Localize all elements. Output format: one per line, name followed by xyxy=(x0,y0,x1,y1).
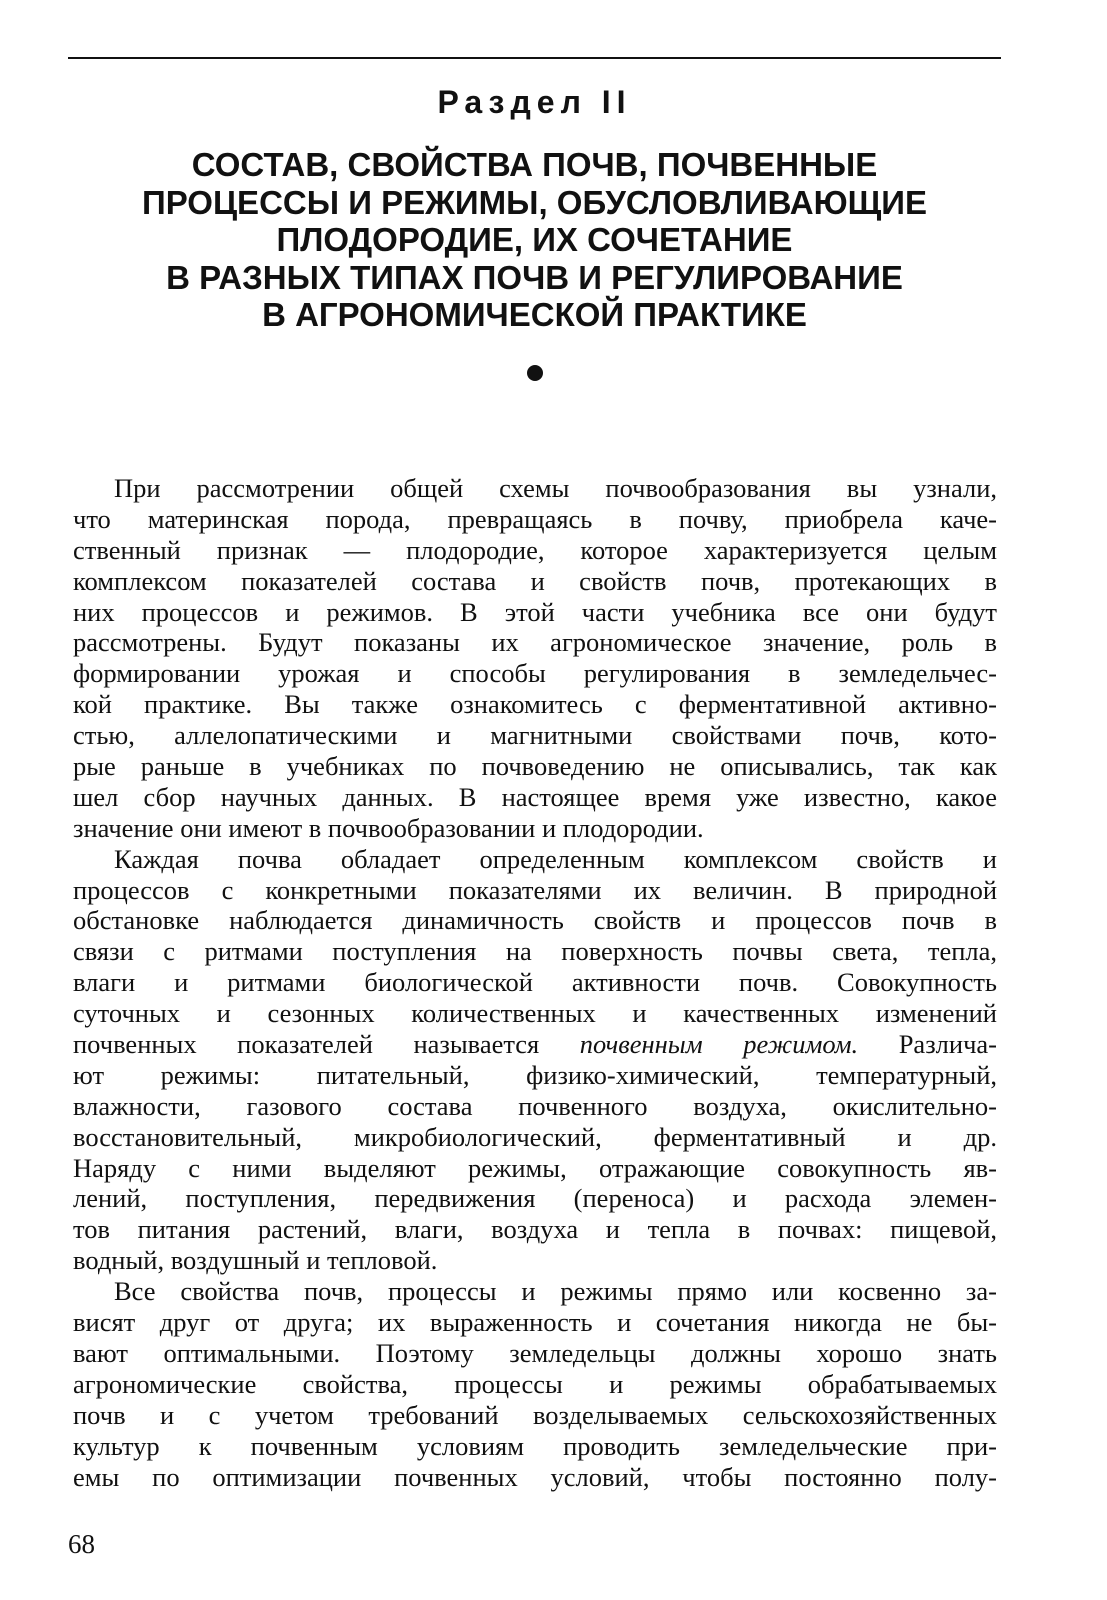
italic-term: почвенным режимом. xyxy=(579,1029,859,1060)
top-rule xyxy=(68,57,1001,59)
text-line: шел сбор научных данных. В настоящее время уже известно, какое xyxy=(73,781,997,812)
text-line: восстановительный, микробиологический, ферментативный и др. xyxy=(73,1121,997,1152)
text-line: процессов с конкретными показателями их величин. В природной xyxy=(73,874,997,905)
text-line: Наряду с ними выделяют режимы, отражающие совокупность яв- xyxy=(73,1152,997,1183)
text-line: агрономические свойства, процессы и режимы обрабатываемых xyxy=(73,1368,997,1399)
text-segment: почвенных показателей называется xyxy=(73,1029,580,1060)
paragraph-2 xyxy=(73,844,997,1276)
text-line: суточных и сезонных количественных и качественных изменений xyxy=(73,998,997,1029)
text-segment: Различа- xyxy=(858,1029,997,1060)
text-line: них процессов и режимов. В этой части учебника все они будут xyxy=(73,596,997,627)
text-line: ственный признак — плодородие, которое характеризуется целым xyxy=(73,534,997,565)
title-line: В РАЗНЫХ ТИПАХ ПОЧВ И РЕГУЛИРОВАНИЕ xyxy=(166,258,903,296)
title-line: ПРОЦЕССЫ И РЕЖИМЫ, ОБУСЛОВЛИВАЮЩИЕ xyxy=(141,183,928,221)
text-line: культур к почвенным условиям проводить земледельческие при- xyxy=(73,1430,997,1461)
section-heading: Раздел II xyxy=(437,84,632,120)
body-text xyxy=(73,473,997,1492)
text-line: обстановке наблюдается динамичность свойств и процессов почв в xyxy=(73,905,997,936)
paragraph-1 xyxy=(73,473,997,844)
text-line: емы по оптимизации почвенных условий, чтобы постоянно полу- xyxy=(73,1461,997,1492)
bullet-dot-ornament xyxy=(527,365,543,381)
text-line: рые раньше в учебниках по почвоведению не описывались, так как xyxy=(73,751,997,782)
text-line: формировании урожая и способы регулирования в земледельчес- xyxy=(73,658,997,689)
title-line: СОСТАВ, СВОЙСТВА ПОЧВ, ПОЧВЕННЫЕ xyxy=(191,146,878,183)
text-line: что материнская порода, превращаясь в почву, приобрела каче- xyxy=(73,503,997,534)
chapter-title xyxy=(68,146,1001,334)
text-line: значение они имеют в почвообразовании и плодородии. xyxy=(73,812,704,843)
text-line: вают оптимальными. Поэтому земледельцы должны хорошо знать xyxy=(73,1337,997,1368)
title-line: В АГРОНОМИЧЕСКОЙ ПРАКТИКЕ xyxy=(262,296,807,333)
text-line: висят друг от друга; их выраженность и сочетания никогда не бы- xyxy=(73,1307,997,1338)
text-line: комплексом показателей состава и свойств почв, протекающих в xyxy=(73,565,997,596)
text-line: почв и с учетом требований возделываемых сельскохозяйственных xyxy=(73,1399,997,1430)
text-line: Каждая почва обладает определенным комплексом свойств и xyxy=(114,843,997,874)
paragraph-3 xyxy=(73,1276,997,1492)
text-line: кой практике. Вы также ознакомитесь с ферментативной активно- xyxy=(73,689,997,720)
text-line: ют режимы: питательный, физико-химический, температурный, xyxy=(73,1059,997,1090)
text-line: Все свойства почв, процессы и режимы прямо или косвенно за- xyxy=(114,1276,997,1307)
text-line: рассмотрены. Будут показаны их агрономическое значение, роль в xyxy=(73,627,997,658)
text-line: При рассмотрении общей схемы почвообразования вы узнали, xyxy=(114,473,997,503)
text-line: водный, воздушный и тепловой. xyxy=(73,1245,438,1276)
text-line: связи с ритмами поступления на поверхность почвы света, тепла, xyxy=(73,936,997,967)
text-line-with-term xyxy=(73,1029,997,1060)
page-number: 68 xyxy=(68,1529,95,1559)
title-line: ПЛОДОРОДИЕ, ИХ СОЧЕТАНИЕ xyxy=(276,221,793,258)
text-line: влажности, газового состава почвенного воздуха, окислительно- xyxy=(73,1090,997,1121)
text-line: влаги и ритмами биологической активности почв. Совокупность xyxy=(73,967,997,998)
text-line: стью, аллелопатическими и магнитными свойствами почв, кото- xyxy=(73,720,997,751)
text-line: лений, поступления, передвижения (переноса) и расхода элемен- xyxy=(73,1183,997,1214)
text-line: тов питания растений, влаги, воздуха и тепла в почвах: пищевой, xyxy=(73,1214,997,1245)
